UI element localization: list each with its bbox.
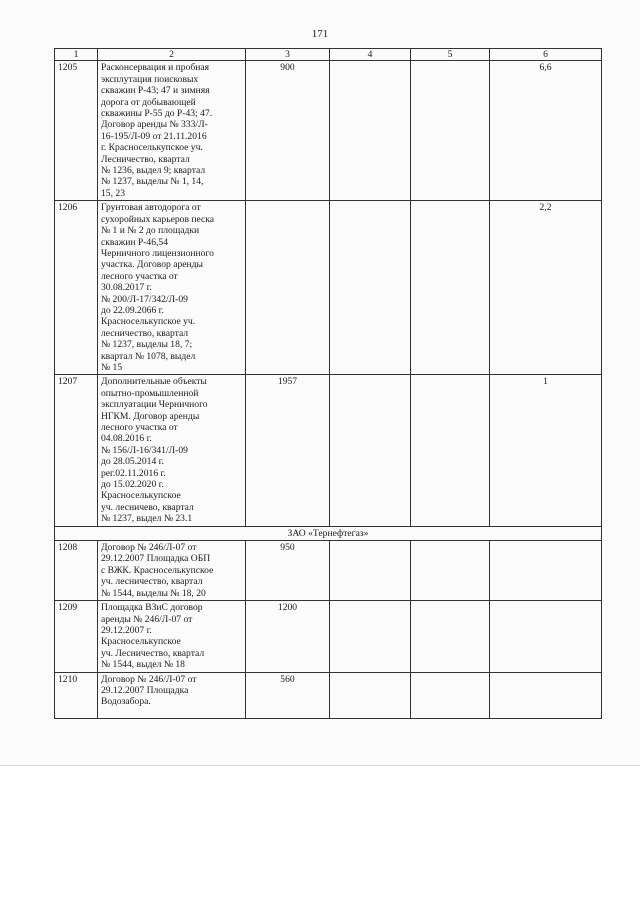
column-header: 2 [98, 49, 246, 61]
description-line: Грунтовая автодорога от [101, 202, 201, 214]
description-line: № 1544, выдел № 18 [101, 659, 185, 671]
cell-col4 [330, 672, 411, 718]
description-line: опытно-промышленной [101, 387, 199, 399]
description-line: 29.12.2007 Площадка ОБП [101, 553, 211, 565]
description-line: уч. лесничество, квартал [101, 576, 203, 588]
description-line: № 1237, выделы 18, 7; [101, 339, 193, 351]
description-line: № 1 и № 2 до площадки [101, 225, 200, 237]
section-row [55, 526, 602, 540]
table-row [55, 672, 602, 718]
description-line: до 15.02.2020 г. [101, 479, 164, 491]
row-description [98, 672, 246, 718]
description-line: НГКМ. Договор аренды [101, 410, 200, 422]
cell-col6: 1 [490, 375, 602, 526]
page-number: 171 [311, 28, 329, 40]
description-line: Красноселькупское [101, 636, 181, 648]
cell-col6 [490, 541, 602, 601]
description-line: 16-195/Л-09 от 21.11.2016 [101, 130, 207, 142]
table-row [55, 61, 602, 201]
description-line: № 156/Л-16/341/Л-09 [101, 444, 188, 456]
row-number: 1206 [55, 201, 98, 375]
description-line: участка. Договор аренды [101, 259, 203, 271]
description-line: 04.08.2016 г. [101, 433, 152, 445]
description-line: Красноселькупское [101, 490, 181, 502]
description-line: лесного участка от [101, 422, 178, 433]
description-line: сухоройных карьеров песка [101, 213, 215, 225]
row-number: 1205 [55, 61, 98, 201]
description-line: 29.12.2007 г. [101, 624, 152, 636]
description-line: № 200/Л-17/342/Л-09 [101, 293, 188, 305]
cell-col4 [330, 201, 411, 375]
cell-col5 [411, 672, 490, 718]
description-line: 30.08.2017 г. [101, 282, 152, 294]
description-line: Лесничество, квартал [101, 153, 190, 165]
description-line: 15, 23 [101, 187, 125, 199]
cell-col5 [411, 541, 490, 601]
row-number: 1207 [55, 375, 98, 526]
row-description [98, 541, 246, 601]
column-header: 6 [490, 49, 602, 61]
row-description [98, 601, 246, 672]
cell-col6: 6,6 [490, 61, 602, 201]
column-header: 3 [246, 49, 330, 61]
description-line: Красноселькупское уч. [101, 316, 196, 328]
cell-col6: 2,2 [490, 201, 602, 375]
description-line: Водозабора. [101, 696, 151, 708]
row-description [98, 61, 246, 201]
row-description [98, 375, 246, 526]
description-line: скважин Р-46,54 [101, 236, 168, 248]
description-line: с ВЖК. Красноселькупское [101, 564, 214, 576]
description-line: № 15 [101, 361, 123, 373]
description-line: № 1237, выделы № 1, 14, [101, 176, 204, 188]
description-line: дорога от добывающей [101, 96, 196, 108]
description-line: квартал № 1078, выдел [101, 350, 196, 362]
description-line: Договор № 246/Л-07 от [101, 673, 197, 685]
description-line: лесничество, квартал [101, 327, 189, 339]
description-line: эксплутация поисковых [101, 73, 199, 85]
description-line: аренды № 246/Л-07 от [101, 613, 193, 625]
cell-col4 [330, 375, 411, 526]
description-line: № 1544, выделы № 18, 20 [101, 587, 206, 599]
cell-col4 [330, 601, 411, 672]
description-line: уч. лесничево, квартал [101, 501, 194, 513]
description-line: рег.02.11.2016 г. [101, 467, 166, 479]
cell-col3: 1957 [246, 375, 330, 526]
cell-col4 [330, 61, 411, 201]
cell-col3 [246, 201, 330, 375]
description-line: Дополнительные объекты [101, 376, 207, 388]
cell-col5 [411, 201, 490, 375]
description-line: скважин Р-43; 47 и зимняя [101, 85, 210, 97]
description-line: Расконсервация и пробная [101, 62, 210, 74]
description-line: уч. Лесничество, квартал [101, 647, 205, 659]
table-row [55, 201, 602, 375]
cell-col5 [411, 61, 490, 201]
cell-col6 [490, 601, 602, 672]
description-line: № 1237, выдел № 23.1 [101, 513, 193, 525]
column-header-row [55, 49, 602, 61]
table-row [55, 601, 602, 672]
description-line: № 1236, выдел 9; квартал [101, 165, 206, 177]
description-line: Черничного лицензионного [101, 247, 214, 259]
cell-col5 [411, 601, 490, 672]
row-number: 1210 [55, 672, 98, 718]
forest-lease-table [54, 48, 602, 719]
row-description [98, 201, 246, 375]
description-line: до 28.05.2014 г. [101, 456, 164, 468]
cell-col6 [490, 672, 602, 718]
cell-col4 [330, 541, 411, 601]
description-line: 29.12.2007 Площадка [101, 684, 189, 696]
table-row [55, 541, 602, 601]
column-header: 1 [55, 49, 98, 61]
cell-col3: 900 [246, 61, 330, 201]
row-number: 1208 [55, 541, 98, 601]
cell-col3: 560 [246, 672, 330, 718]
description-line: г. Красноселькупское уч. [101, 142, 203, 154]
column-header: 4 [330, 49, 411, 61]
column-header: 5 [411, 49, 490, 61]
description-line: до 22.09.2066 г. [101, 304, 164, 316]
description-line: скважины Р-55 до Р-43; 47. [101, 108, 213, 120]
description-line: Договор аренды № 333/Л- [101, 119, 208, 131]
cell-col3: 950 [246, 541, 330, 601]
table-row [55, 375, 602, 526]
description-line: Площадка ВЗиС договор [101, 602, 203, 614]
cell-col5 [411, 375, 490, 526]
section-title: ЗАО «Тернефтегаз» [55, 526, 602, 540]
description-line: лесного участка от [101, 270, 178, 282]
row-number: 1209 [55, 601, 98, 672]
description-line: Договор № 246/Л-07 от [101, 542, 197, 554]
cell-col3: 1200 [246, 601, 330, 672]
description-line: эксплуатации Черничного [101, 399, 208, 411]
